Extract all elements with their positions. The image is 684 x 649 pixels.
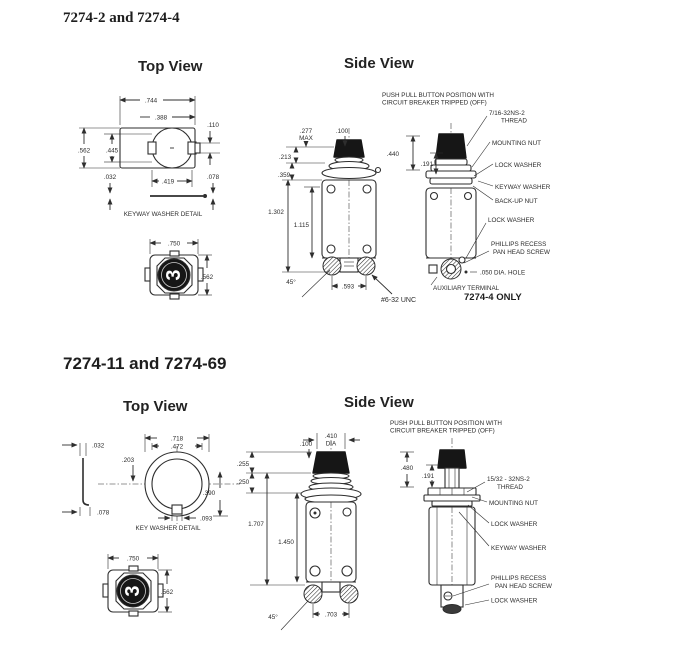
dim-750-s2: .750 (126, 555, 140, 563)
callout-thread1-s1: 7/16-32NS-2 (489, 110, 525, 117)
s2-key-washer-detail (62, 443, 240, 525)
s1-button-face (145, 239, 214, 299)
s2-breaker-left (301, 440, 361, 603)
dim-078: .078 (206, 174, 220, 181)
s1-breaker-left (322, 128, 381, 275)
dim-277: .277 (299, 128, 313, 135)
dim-032: .032 (103, 174, 117, 181)
section2-title: 7274-11 and 7274-69 (63, 354, 227, 373)
dim-562-s2: .562 (160, 589, 174, 596)
dim-632unc: #6-32 UNC (381, 297, 417, 304)
dim-45-s2: 45° (268, 614, 278, 621)
s2-terminal-left (304, 585, 322, 603)
callout-phillips1-s1: PHILLIPS RECESS (491, 241, 547, 248)
dim-100-s1: .100 (335, 128, 349, 135)
dim-562: .562 (77, 147, 91, 155)
dim-445: .445 (105, 147, 119, 155)
dim-032-s2: .032 (92, 442, 105, 450)
s2-button-face (103, 554, 174, 616)
callout-keyway-washer-s1: KEYWAY WASHER (495, 184, 551, 191)
dim-203: .203 (121, 457, 135, 464)
s1-050-hole (465, 271, 468, 274)
dim-1450: 1.450 (278, 539, 294, 546)
dim-388: .388 (154, 114, 168, 122)
s2-sideview-right-dimensions (400, 452, 439, 487)
callout-aux-terminal: AUXILIARY TERMINAL (433, 285, 500, 292)
dim-1707: 1.707 (248, 521, 264, 528)
s1-keyway-washer-plate (120, 128, 200, 168)
s1-breaker-right (382, 92, 494, 279)
dim-191-s2: .191 (421, 473, 435, 480)
s2-note-line1: PUSH PULL BUTTON POSITION WITH (390, 420, 502, 427)
callout-thread1-s2: 15/32 - 32NS-2 (487, 476, 530, 483)
callout-thread2-s2: THREAD (497, 484, 523, 491)
dim-562-face: .562 (200, 274, 214, 281)
dim-250: .250 (236, 479, 250, 486)
dim-45-s1: 45° (286, 279, 296, 286)
section1-sideview-heading: Side View (344, 55, 414, 72)
dim-1115: 1.115 (293, 222, 309, 229)
dim-277-max: MAX (299, 135, 313, 142)
dim-255: .255 (236, 461, 250, 468)
s1-note-line2: CIRCUIT BREAKER TRIPPED (OFF) (382, 99, 487, 107)
s2-note-line2: CIRCUIT BREAKER TRIPPED (OFF) (390, 427, 495, 435)
dim-410: .410 (324, 433, 338, 440)
dim-100-s2: .100 (299, 441, 313, 448)
callout-phillips1-s2: PHILLIPS RECESS (491, 575, 547, 582)
callout-7274-4-only: 7274-4 ONLY (464, 292, 522, 303)
dim-419: .419 (161, 178, 175, 186)
s1-keyway-detail-label: KEYWAY WASHER DETAIL (123, 211, 203, 218)
s2-breaker-right (390, 420, 502, 614)
dim-472: .472 (170, 443, 184, 451)
callout-lock-washer2-s2: LOCK WASHER (491, 597, 538, 605)
dim-744: .744 (144, 97, 158, 105)
dim-440: .440 (386, 151, 399, 158)
section2-topview-heading: Top View (123, 398, 188, 415)
dim-093: .093 (200, 515, 213, 523)
dim-480: .480 (400, 465, 414, 472)
dim-718: .718 (170, 435, 184, 443)
s1-note-line1: PUSH PULL BUTTON POSITION WITH (382, 92, 494, 99)
section1-topview-heading: Top View (138, 58, 203, 75)
callout-backup-nut-s1: BACK-UP NUT (495, 198, 538, 205)
callout-mounting-nut-s2: MOUNTING NUT (489, 500, 538, 507)
dim-359: .359 (277, 172, 291, 179)
s2-key-detail-label: KEY WASHER DETAIL (135, 525, 201, 532)
s2-button-digit: 3 (122, 585, 144, 597)
callout-lock-washer1-s2: LOCK WASHER (491, 521, 538, 528)
dim-078-s2: .078 (97, 509, 110, 517)
dim-703: .703 (324, 611, 338, 619)
dim-213: .213 (278, 154, 292, 161)
callout-lock-washer2-s1: LOCK WASHER (488, 217, 535, 224)
callout-lock-washer1-s1: LOCK WASHER (495, 162, 542, 169)
dim-390: .390 (202, 490, 216, 497)
dim-110: .110 (207, 122, 219, 129)
s2-terminal-right (340, 585, 358, 603)
s1-button-digit: 3 (163, 269, 185, 281)
section2-sideview-heading: Side View (344, 394, 414, 411)
callout-phillips2-s2: PAN HEAD SCREW (495, 583, 552, 590)
callout-phillips2-s1: PAN HEAD SCREW (493, 249, 550, 256)
callout-keyway-washer-s2: KEYWAY WASHER (491, 545, 547, 552)
dim-750: .750 (167, 240, 181, 248)
callout-thread2-s1: THREAD (501, 117, 527, 125)
dim-191-s1: .191 (420, 161, 433, 168)
callout-mounting-nut-s1: MOUNTING NUT (492, 140, 541, 147)
dim-593: .593 (341, 283, 355, 291)
dim-410-dia: DIA (325, 440, 337, 448)
callout-dia-hole: .050 DIA. HOLE (480, 269, 526, 277)
dim-1302: 1.302 (268, 209, 284, 216)
s1-terminal-right (357, 257, 375, 275)
section1-title: 7274-2 and 7274-4 (63, 10, 180, 26)
